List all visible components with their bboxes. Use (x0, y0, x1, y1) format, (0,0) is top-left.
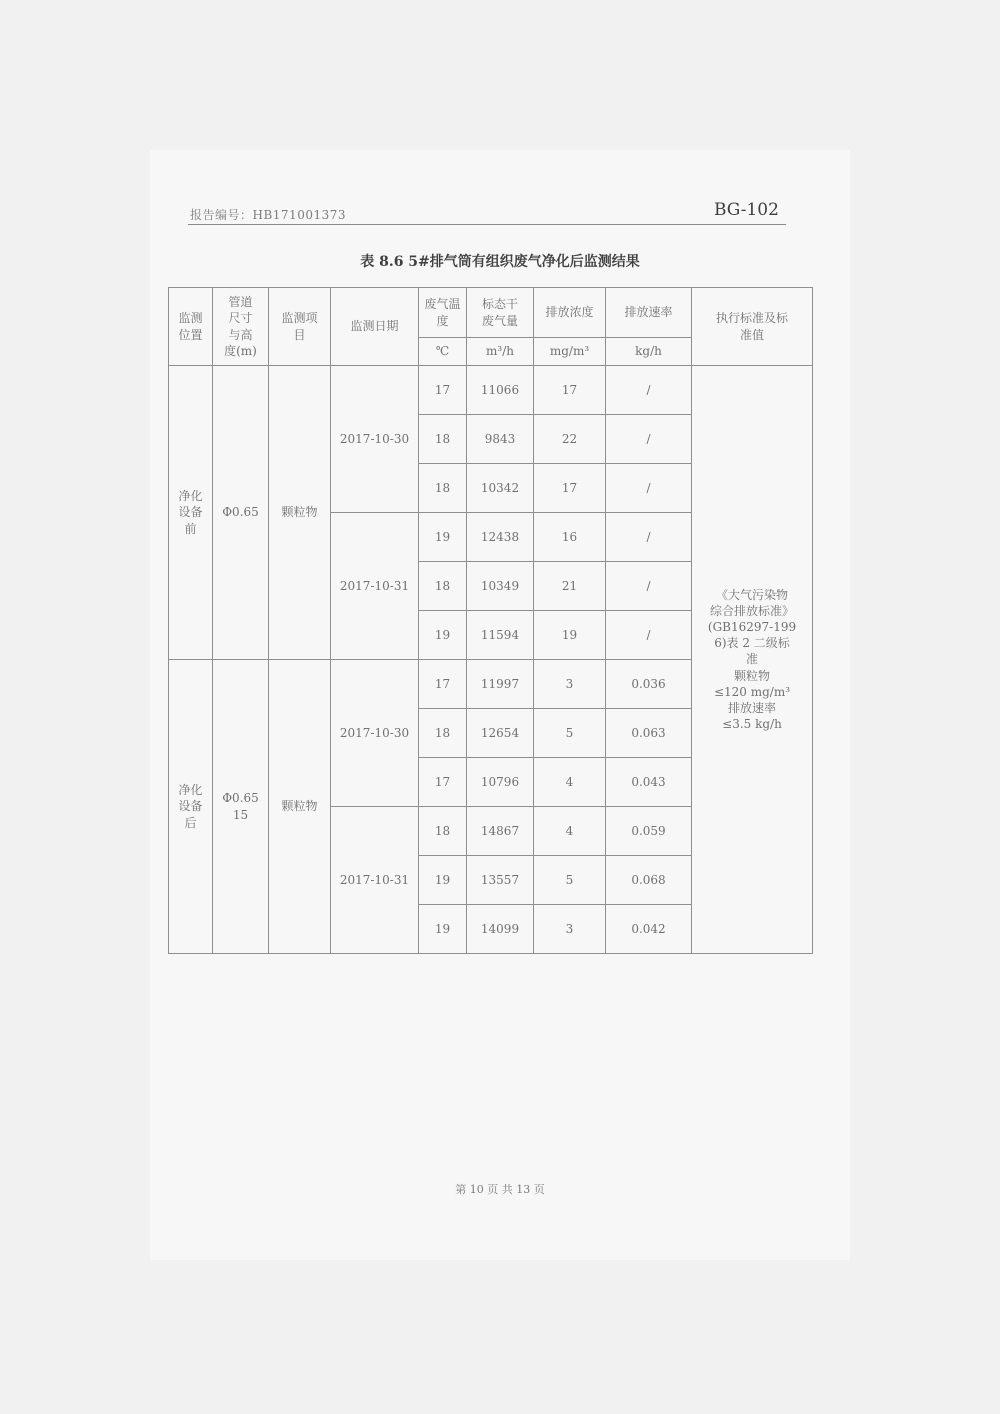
concentration-cell: 22 (534, 415, 606, 464)
concentration-cell: 17 (534, 366, 606, 415)
table-caption: 表 8.6 5#排气筒有组织废气净化后监测结果 (360, 254, 640, 270)
flow-cell: 9843 (467, 415, 534, 464)
date-cell: 2017-10-31 (331, 513, 419, 660)
date-cell: 2017-10-30 (331, 366, 419, 513)
page-footer: 第 10 页 共 13 页 (455, 1183, 545, 1196)
rate-cell: 0.059 (606, 807, 692, 856)
flow-cell: 14099 (467, 905, 534, 954)
temperature-cell: 18 (419, 562, 467, 611)
unit-concentration: mg/m³ (534, 338, 606, 366)
temperature-cell: 17 (419, 660, 467, 709)
rate-cell: / (606, 366, 692, 415)
flow-cell: 11997 (467, 660, 534, 709)
temperature-cell: 18 (419, 415, 467, 464)
rate-cell: 0.042 (606, 905, 692, 954)
report-number: 报告编号：HB171001373 (190, 208, 346, 222)
rate-cell: 0.043 (606, 758, 692, 807)
header-date: 监测日期 (331, 288, 419, 366)
temperature-cell: 18 (419, 807, 467, 856)
rate-cell: 0.036 (606, 660, 692, 709)
concentration-cell: 3 (534, 905, 606, 954)
header-standard: 执行标准及标 准值 (692, 288, 813, 366)
flow-cell: 14867 (467, 807, 534, 856)
concentration-cell: 17 (534, 464, 606, 513)
concentration-cell: 5 (534, 709, 606, 758)
unit-rate: kg/h (606, 338, 692, 366)
concentration-cell: 3 (534, 660, 606, 709)
header-temperature: 废气温 度 (419, 288, 467, 338)
temperature-cell: 17 (419, 366, 467, 415)
header-rate: 排放速率 (606, 288, 692, 338)
table-row (169, 366, 813, 415)
flow-cell: 12438 (467, 513, 534, 562)
header-location: 监测 位置 (169, 288, 213, 366)
rate-cell: / (606, 415, 692, 464)
flow-cell: 13557 (467, 856, 534, 905)
document-code: BG-102 (714, 200, 779, 220)
standard-cell: 《大气污染物 综合排放标准》 (GB16297-199 6)表 2 二级标 准 颗粒物 ≤120 mg/m³ 排放速率 ≤3.5 kg/h (692, 366, 813, 954)
item-cell: 颗粒物 (269, 366, 331, 660)
concentration-cell: 4 (534, 758, 606, 807)
date-cell: 2017-10-30 (331, 660, 419, 807)
flow-cell: 10349 (467, 562, 534, 611)
temperature-cell: 19 (419, 611, 467, 660)
concentration-cell: 16 (534, 513, 606, 562)
header-concentration: 排放浓度 (534, 288, 606, 338)
flow-cell: 10342 (467, 464, 534, 513)
location-cell: 净化 设备 前 (169, 366, 213, 660)
unit-flow: m³/h (467, 338, 534, 366)
header-divider (188, 224, 786, 225)
rate-cell: / (606, 464, 692, 513)
header-item: 监测项 目 (269, 288, 331, 366)
temperature-cell: 17 (419, 758, 467, 807)
item-cell: 颗粒物 (269, 660, 331, 954)
temperature-cell: 18 (419, 709, 467, 758)
header-flow: 标态干 废气量 (467, 288, 534, 338)
pipe-size-cell: Φ0.65 (213, 366, 269, 660)
concentration-cell: 5 (534, 856, 606, 905)
temperature-cell: 19 (419, 856, 467, 905)
date-cell: 2017-10-31 (331, 807, 419, 954)
unit-temperature: ℃ (419, 338, 467, 366)
temperature-cell: 19 (419, 905, 467, 954)
header-pipe: 管道 尺寸 与高 度(m) (213, 288, 269, 366)
location-cell: 净化 设备 后 (169, 660, 213, 954)
monitoring-results-table (168, 287, 813, 954)
rate-cell: / (606, 513, 692, 562)
rate-cell: 0.068 (606, 856, 692, 905)
rate-cell: 0.063 (606, 709, 692, 758)
rate-cell: / (606, 611, 692, 660)
pipe-size-cell: Φ0.65 15 (213, 660, 269, 954)
rate-cell: / (606, 562, 692, 611)
flow-cell: 11594 (467, 611, 534, 660)
concentration-cell: 21 (534, 562, 606, 611)
flow-cell: 10796 (467, 758, 534, 807)
temperature-cell: 18 (419, 464, 467, 513)
flow-cell: 11066 (467, 366, 534, 415)
flow-cell: 12654 (467, 709, 534, 758)
concentration-cell: 19 (534, 611, 606, 660)
temperature-cell: 19 (419, 513, 467, 562)
concentration-cell: 4 (534, 807, 606, 856)
